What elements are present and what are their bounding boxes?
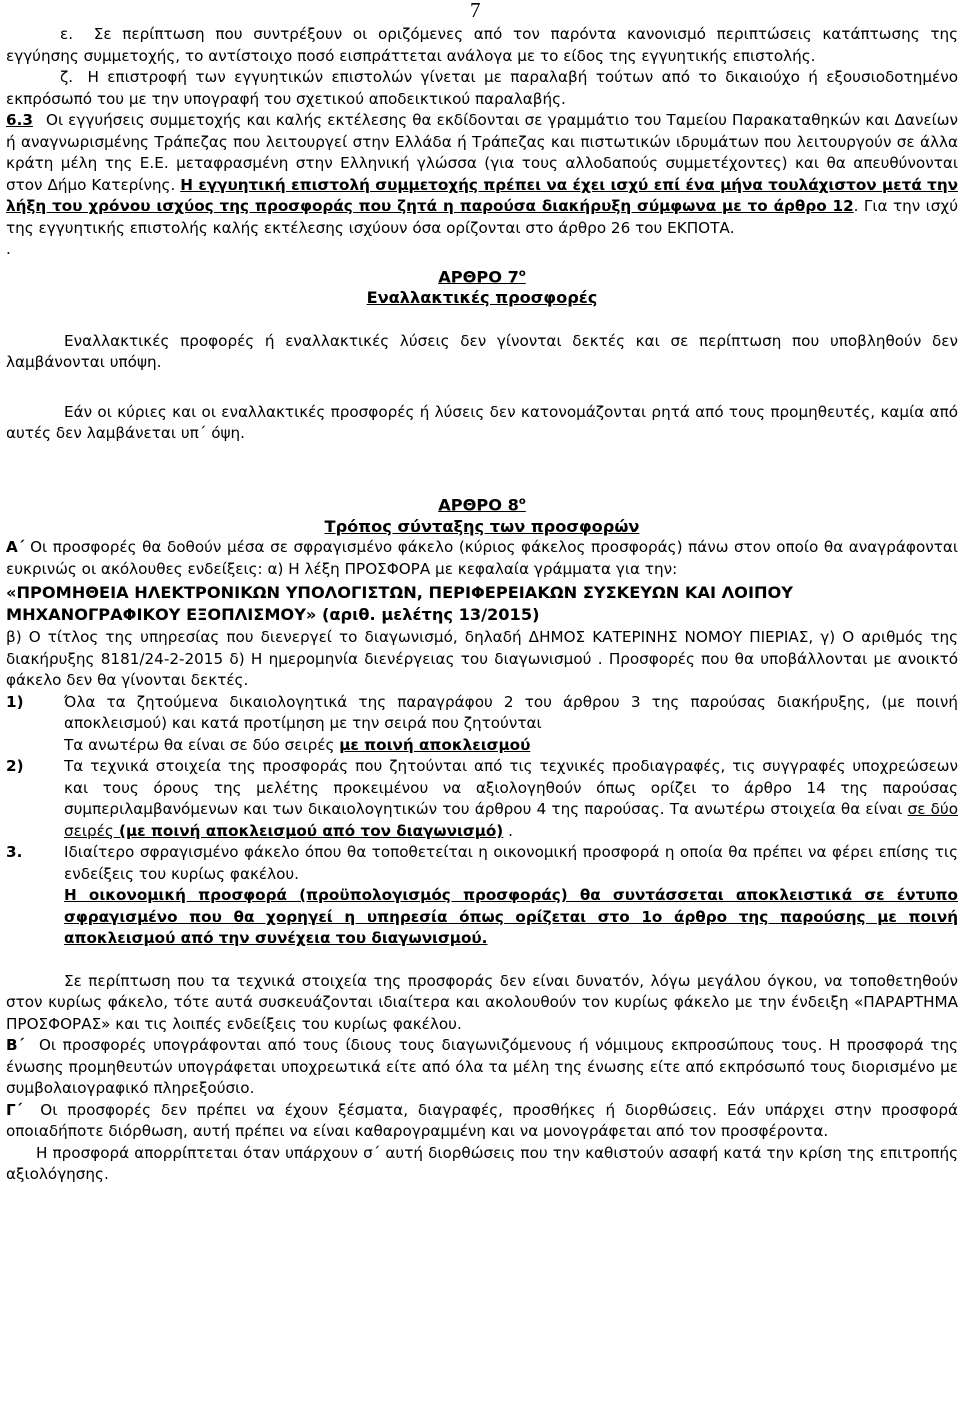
paragraph-z-text: Η επιστροφή των εγγυητικών επιστολών γίνεται με παραλαβή τούτων από το δικαιούχο ή εξουσιοδοτημένο εκπρόσωπό του με την υπογραφή του σχετικού αποδεικτικού παραλαβής.	[6, 68, 959, 108]
article-8-heading-sup: ο	[518, 495, 526, 507]
article-8-section-b	[6, 1035, 958, 1100]
article-8-heading	[6, 491, 958, 516]
section-b-label: Β΄	[6, 1036, 25, 1055]
article-7-subtitle: Εναλλακτικές προσφορές	[366, 288, 598, 308]
paragraph-e-label: ε.	[60, 25, 74, 43]
list-item-3	[6, 842, 958, 950]
section-b-text: Οι προσφορές υπογράφονται από τους ίδιους τους διαγωνιζόμενους ή νόμιμους εκπροσώπους τους. Η προσφορά της ένωσης προμηθευτών υπογράφεται υποχρεωτικά είτε από όλα τα μέλη της ένωσης είτε από εκπρόσωπό τους διορισμένο με συμβολαιογραφικό πληρεξούσιο.	[6, 1036, 959, 1098]
article-7-heading-text: ΑΡΘΡΟ 7	[438, 266, 519, 286]
list-item-1-number: 1)	[6, 692, 24, 711]
list-item-3-body	[64, 842, 958, 950]
corrections-paragraph: Η προσφορά απορρίπτεται όταν υπάρχουν σ΄ αυτή διορθώσεις που την καθιστούν ασαφή κατά την κρίση της επιτροπής αξιολόγησης.	[6, 1143, 958, 1184]
list-item-2-text: Τα τεχνικά στοιχεία της προσφοράς που ζητούνται από τις τεχνικές προδιαγραφές, τις συγγραφές υποχρεώσεων και τους όρους της μελέτης προκειμένου να αξιολογηθούν όπως ορίζει το άρθρο 14 της παρούσας συμπεριλαμβανόμενων και των δικαιολογητικών του άρθρου 4 της παρούσας. Τα ανωτέρω στοιχεία θα είναι	[64, 757, 958, 819]
list-item-2-number: 2)	[6, 757, 24, 776]
paragraph-e	[6, 24, 958, 67]
article-7-heading-sup: ο	[518, 267, 526, 279]
section-a-text: Οι προσφορές θα δοθούν μέσα σε σφραγισμένο φάκελο (κύριος φάκελος προσφοράς) πάνω στον οποίο θα αναγράφονται ευκρινώς οι ακόλουθες ενδείξεις: α) Η λέξη ΠΡΟΣΦΟΡΑ με κεφαλαία γράμματα για την:	[6, 538, 959, 578]
list-item-1-body	[64, 692, 958, 757]
list-item-2-bold-tail: (με ποινή αποκλεισμού από τον διαγωνισμό)	[113, 821, 504, 840]
list-item-3-number: 3.	[6, 843, 23, 862]
project-title: «ΠΡΟΜΗΘΕΙΑ ΗΛΕΚΤΡΟΝΙΚΩΝ ΥΠΟΛΟΓΙΣΤΩΝ, ΠΕΡΙΦΕΡΕΙΑΚΩΝ ΣΥΣΚΕΥΩΝ ΚΑΙ ΛΟΙΠΟΥ ΜΗΧΑΝΟΓΡΑΦΙΚΟΥ ΕΞΟΠΛΙΣΜΟΥ» (αριθ. μελέτης 13/2015)	[6, 583, 793, 624]
paragraph-6-3-text: Οι εγγυήσεις συμμετοχής και καλής εκτέλεσης θα εκδίδονται σε γραμμάτιο του Ταμείου Παρακαταθηκών και Δανείων ή αναγνωρισμένης Τράπεζας που λειτουργεί στην Ελλάδα ή Τράπεζας και πιστωτικών ιδρυμάτων που λειτουργούν σε άλλα κράτη μέλη της Ε.Ε. μεταφρασμένη στην Ελληνική γλώσσα (για τους αλλοδαπούς συμμετέχοντες) και θα απευθύνονται στον Δήμο Κατερίνης.	[6, 111, 958, 194]
paragraph-z-label: ζ.	[60, 68, 74, 86]
section-g-label: Γ΄	[6, 1100, 23, 1119]
guarantee-validity-text: Η εγγυητική επιστολή συμμετοχής πρέπει να έχει ισχύ επί ένα μήνα τουλάχιστον μετά την λήξη του χρόνου ισχύος της προσφοράς που ζητά η παρούσα διακήρυξη σύμφωνα με το άρθρο 12	[6, 175, 959, 215]
article-7-paragraph-2: Εάν οι κύριες και οι εναλλακτικές προσφορές ή λύσεις δεν κατονομάζονται ρητά από τους προμηθευτές, καμία από αυτές δεν λαμβάνεται υπ΄ όψη.	[6, 402, 958, 443]
paragraph-6-3-tail: . Για την ισχύ της εγγυητικής επιστολής καλής εκτέλεσης ισχύουν όσα ορίζονται στο άρθρο 26 του ΕΚΠΟΤΑ.	[6, 197, 958, 237]
list-item-2-end: .	[503, 821, 513, 840]
financial-offer-text: Η οικονομική προσφορά (προϋπολογισμός προσφοράς) θα συντάσσεται αποκλειστικά σε έντυπο σφραγισμένο που θα χορηγεί η υπηρεσία όπως ορίζεται στο 1ο άρθρο της παρούσης με ποινή αποκλεισμού από την συνέχεια του διαγωνισμού.	[64, 886, 958, 948]
article-7-heading	[6, 263, 958, 288]
list-item-1-sub-prefix: Τα ανωτέρω θα είναι σε δύο σειρές	[64, 735, 340, 754]
dot-line: .	[6, 240, 11, 258]
paragraph-z	[6, 67, 958, 110]
list-item-3-text: Ιδιαίτερο σφραγισμένο φάκελο όπου θα τοποθετείται η οικονομική προσφορά η οποία θα πρέπει να φέρει επίσης τις ενδείξεις του κυρίως φακέλου.	[64, 843, 958, 883]
article-8-subtitle: Τρόπος σύνταξης των προσφορών	[324, 516, 640, 536]
list-item-1	[6, 692, 958, 757]
section-a-label: Α΄	[6, 538, 25, 557]
section-g-text: Οι προσφορές δεν πρέπει να έχουν ξέσματα, διαγραφές, προσθήκες ή διορθώσεις. Εάν υπάρχει στην προσφορά οποιαδήποτε διόρθωση, αυτή πρέπει να είναι καθαρογραμμένη και να μονογράφεται από τον προσφέροντα.	[6, 1100, 958, 1141]
paragraph-6-3-label: 6.3	[6, 111, 33, 129]
article-8-paragraph-b: β) Ο τίτλος της υπηρεσίας που διενεργεί το διαγωνισμό, δηλαδή ΔΗΜΟΣ ΚΑΤΕΡΙΝΗΣ ΝΟΜΟΥ ΠΙΕΡΙΑΣ, γ) Ο αριθμός της διακήρυξης 8181/24-2-2015 δ) Η ημερομηνία διενέργειας του διαγωνισμού . Προσφορές που θα υποβάλλονται με ανοικτό φάκελο δεν θα γίνονται δεκτές.	[6, 628, 958, 690]
list-item-1-text: Όλα τα ζητούμενα δικαιολογητικά της παραγράφου 2 του άρθρου 3 της παρούσας διακήρυξης, (με ποινή αποκλεισμού) και κατά προτίμηση με την σειρά που ζητούνται	[64, 692, 958, 733]
technical-attachment-paragraph: Σε περίπτωση που τα τεχνικά στοιχεία της προσφοράς δεν είναι δυνατόν, λόγω μεγάλου όγκου, να τοποθετηθούν στον κυρίως φάκελο, τότε αυτά συσκευάζονται ιδιαίτερα και ακολουθούν τον κυρίως φάκελο με την ένδειξη «ΠΑΡΑΡΤΗΜΑ ΠΡΟΣΦΟΡΑΣ» και τις λοιπές ενδείξεις του κυρίως φακέλου.	[6, 971, 958, 1033]
list-item-1-sub-bold: με ποινή αποκλεισμού	[339, 735, 531, 754]
list-item-2	[6, 756, 958, 842]
article-7-paragraph-1: Εναλλακτικές προφορές ή εναλλακτικές λύσεις δεν γίνονται δεκτές και σε περίπτωση που υποβληθούν δεν λαμβάνονται υπόψη.	[6, 331, 958, 372]
paragraph-6-3	[6, 110, 958, 239]
list-item-1-sub	[64, 735, 958, 757]
page-number: 7	[470, 0, 481, 22]
article-8-heading-text: ΑΡΘΡΟ 8	[438, 495, 519, 515]
article-8-section-g	[6, 1100, 958, 1143]
paragraph-e-text: Σε περίπτωση που συντρέξουν οι οριζόμενες από τον παρόντα κανονισμό περιπτώσεις κατάπτωσης της εγγύησης συμμετοχής, το αντίστοιχο ποσό εισπράττεται ανάλογα με το είδος της εγγυητικής επιστολής.	[6, 25, 958, 65]
list-item-2-body	[64, 756, 958, 842]
document-body	[6, 24, 958, 1186]
article-8-section-a	[6, 537, 958, 580]
list-item-2-underlined: σε δύο σειρές	[64, 800, 958, 840]
